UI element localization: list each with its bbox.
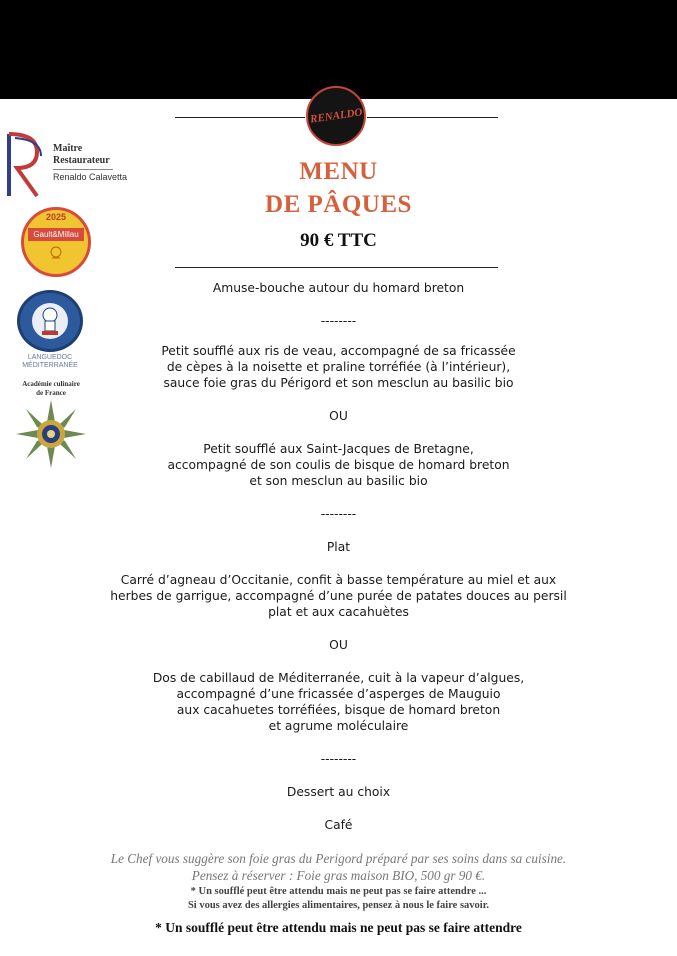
starter-2-line-1: Petit soufflé aux Saint-Jacques de Bretagne, [203,442,474,456]
souffle-note-final: * Un soufflé peut être attendu mais ne peut pas se faire attendre [155,920,522,935]
allergy-note: Si vous avez des allergies alimentaires, pensez à nous le faire savoir. [187,900,490,911]
main-1-line-3: plat et aux cacahuètes [268,605,409,619]
price-rule [175,267,498,268]
logo-text: RENALDO [309,106,363,126]
menu-price: 90 € TTC [300,230,377,251]
badge-maitre-line1: Maître [53,143,83,154]
separator-3: -------- [320,752,357,766]
main-1-line-2: herbes de garrigue, accompagné d’une purée de patates douces au persil [110,589,567,603]
header-bar [0,0,677,99]
main-2-line-1: Dos de cabillaud de Méditerranée, cuit à la vapeur d’algues, [152,671,525,685]
badge-maitre-name: Renaldo Calavetta [53,172,128,182]
badge-academie-line1: Académie culinaire [22,380,80,388]
separator-1: -------- [320,314,357,328]
main-1-line-1: Carré d’agneau d’Occitanie, confit à basse température au miel et aux [120,573,557,587]
plat-heading: Plat [326,540,351,554]
renaldo-logo [306,86,366,146]
header-rule-right [367,117,498,118]
badge-languedoc-line1: LANGUEDOC [27,354,73,361]
badge-languedoc-line2: MÉDITERRANÉE [22,362,78,369]
cafe: Café [324,818,353,832]
menu-title-line2: DE PÂQUES [265,191,412,218]
menu-title-line1: MENU [299,158,378,185]
starter-1-line-1: Petit soufflé aux ris de veau, accompagné de sa fricassée [161,344,516,358]
main-2-line-4: et agrume moléculaire [268,719,409,733]
badge-maitre-line2: Restaurateur [53,155,110,166]
chef-note: Le Chef vous suggère son foie gras du Perigord préparé par ses soins dans sa cuisine. [110,851,567,866]
starter-2-line-3: et son mesclun au basilic bio [249,474,428,488]
amuse-bouche: Amuse-bouche autour du homard breton [212,281,465,295]
or-2: OU [329,638,348,652]
starter-1-line-2: de cèpes à la noisette et praline torréfiée (à l’intérieur), [166,360,511,374]
separator-2: -------- [320,507,357,521]
or-1: OU [329,409,348,423]
main-2-line-2: accompagné d’une fricassée d’asperges de Mauguio [176,687,501,701]
reserve-note: Pensez à réserver : Foie gras maison BIO, 500 gr 90 €. [191,868,486,883]
header-rule-left [175,117,305,118]
starter-2-line-2: accompagné de son coulis de bisque de homard breton [167,458,510,472]
souffle-note-small: * Un soufflé peut être attendu mais ne peut pas se faire attendre ... [190,886,487,897]
badge-academie-line2: de France [36,389,66,397]
main-2-line-3: aux cacahuetes torréfiées, bisque de homard breton [176,703,501,717]
dessert: Dessert au choix [286,785,391,799]
gault-millau-label: Gault&Millau [28,228,84,241]
gault-millau-year: 2025 [45,212,67,222]
starter-1-line-3: sauce foie gras du Périgord et son mesclun au basilic bio [163,376,514,390]
